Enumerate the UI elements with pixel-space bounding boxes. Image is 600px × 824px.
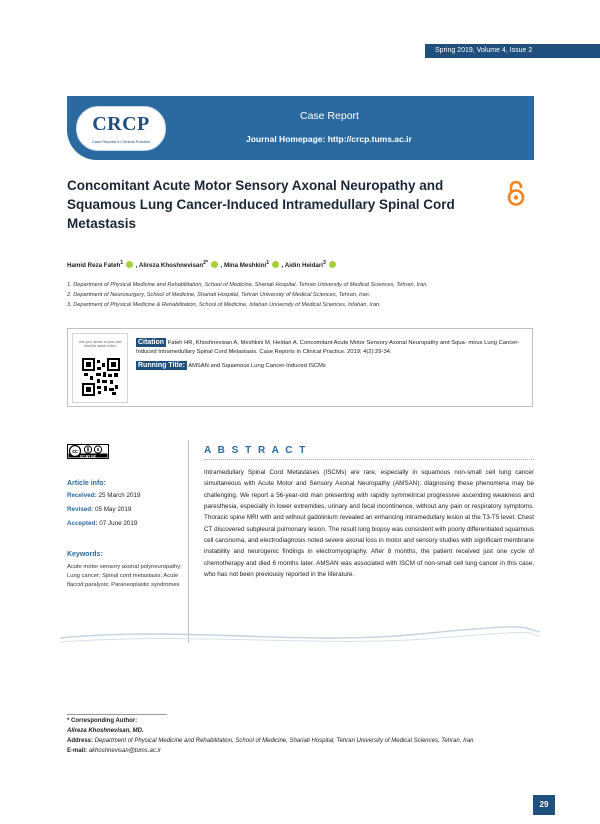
address-text: Department of Physical Medicine and Rehabilitation, School of Medicine, Shariati Hospital, Tehran University of Medical Sciences, Tehran, Iran. [94, 738, 476, 744]
author-affiliation-sup: 2* [203, 260, 209, 266]
svg-text:cc: cc [72, 448, 78, 455]
author-name: , Aidin Heidari [281, 262, 323, 270]
running-title [136, 361, 524, 371]
author-list [67, 260, 337, 269]
orcid-icon[interactable] [211, 261, 218, 268]
keywords-heading: Keywords: [67, 551, 103, 558]
page-number: 29 [533, 795, 555, 815]
affiliation-2: 2. Department of Neurosurgery, School of Medicine, Shariati Hospital, Tehran University of Medical Sciences, Tehran, Iran. [67, 292, 371, 298]
journal-homepage-link[interactable]: Journal Homepage: http://crcp.tums.ac.ir [246, 134, 412, 144]
column-divider [188, 440, 189, 643]
qr-code-icon[interactable] [82, 358, 120, 396]
svg-text:$: $ [96, 447, 100, 452]
email-link[interactable]: akhoshnevisan@tums.ac.ir [88, 748, 161, 754]
logo-subtitle: Case Reports in Clinical Practice [91, 139, 151, 144]
affiliation-1: 1. Department of Physical Medicine and Rehabilitation, School of Medicine, Shariati Hospital, Tehran University of Medical Sciences, Tehran, Iran. [67, 282, 428, 288]
corresponding-address [67, 738, 475, 744]
accepted-label: Accepted: [67, 520, 98, 527]
abstract-body: Intramedullary Spinal Cord Metastases (ISCMs) are rare, especially in squamous non-small cell lung cancer simultaneous with Acute Motor and Sensory Axonal Neuropathy (AMSAN); diagnosing these phenomena may be challenging. We report a 56-year-old man presenting with rapidly symmetrical progressive ascending weakness and paresthesia, especially in lower extremities, urinary and fecal incontinence, without any pain or respiratory symptoms. Thoracic spine MRI with and without gadolinium revealed an enhancing intramedullary lesion at the T3-T5 level. Chest CT discovered subpleural pulmonary lesion. The result lung biopsy was consistent with poorly differentiated squamous cell carcinoma, and electrodiagnosis noted severe axonal loss in motor and sensory studies with significant membrane instability and neurogenic findings in electromyography. After 8 months, the patient received just one cycle of chemotherapy and died 6 months later. AMSAN was associated with ISCM of non-small cell lung cancer in this case, who has not been previously reported in the literature. [204, 469, 534, 579]
address-label: Address: [67, 738, 94, 744]
accepted-value: 07 June 2019 [99, 520, 138, 527]
author-affiliation-sup: 3 [322, 260, 326, 266]
corresponding-heading [67, 718, 137, 724]
revised-label: Revised: [67, 506, 94, 513]
citation-text [136, 338, 524, 357]
citation-label: Citation [138, 339, 165, 346]
revised-date [67, 506, 131, 513]
accepted-date [67, 520, 137, 527]
article-title: Concomitant Acute Motor Sensory Axonal Neuropathy and Squamous Lung Cancer-Induced Intramedullary Spinal Cord Metastasis [67, 178, 455, 231]
qr-panel [72, 333, 128, 403]
author-name: , Alireza Khoshnevisan [135, 262, 204, 270]
corresponding-name-text: Alireza Khoshnevisan, MD. [67, 728, 144, 734]
received-label: Received: [67, 492, 97, 499]
abstract-rule [204, 459, 534, 460]
license-badge-text: CC BY NC [79, 454, 97, 459]
citation-box [67, 328, 533, 407]
running-title-label: Running Title: [138, 362, 185, 369]
footnote-rule [67, 714, 167, 715]
email-label: E-mail: [67, 748, 88, 754]
citation-body: Fateh HR, Khoshnevisan A, Meshkini M, Heidari A. Concomitant Acute Motor Sensory Axonal Neuropathy and Squa- mous Lung Cancer-Induced Intramedullary Spinal Cord Metastasis. Case Reports in Clinical Practice. 2019; 4(2):29-34. [136, 340, 520, 355]
received-value: 25 March 2019 [98, 492, 141, 499]
corresponding-email [67, 748, 161, 754]
author-name: , Mina Meshkini [220, 262, 267, 270]
affiliation-3: 3. Department of Physical Medicine & Rehabilitation, School of Medicine, Isfahan University of Medical Sciences, Isfahan, Iran. [67, 302, 381, 308]
running-title-text: AMSAN and Squamous Lung Cancer-Induced ISCMs [188, 363, 326, 369]
revised-value: 05 May 2019 [95, 506, 132, 513]
creative-commons-license-icon[interactable] [67, 444, 109, 459]
orcid-icon[interactable] [329, 261, 336, 268]
author-affiliation-sup: 1 [120, 260, 124, 266]
issue-banner: Spring 2019, Volume 4, Issue 2 [425, 44, 600, 58]
article-type: Case Report [300, 110, 359, 122]
keywords-list: Acute motor sensory axonal polyneuropathy; Lung cancer; Spinal cord metastasis; Acute flaccid paralysis; Paraneoplastic syndromes [67, 564, 182, 588]
corresponding-name [67, 728, 144, 734]
received-date [67, 492, 141, 499]
corresponding-heading-text: * Corresponding Author: [67, 718, 138, 724]
qr-caption: Use your device to scan and read the article online [78, 340, 122, 348]
article-info-heading: Article info: [67, 480, 106, 487]
logo-text: CRCP [92, 113, 150, 135]
author-name: Hamid Reza Fateh [67, 262, 121, 270]
open-access-icon [507, 180, 525, 206]
journal-logo [76, 106, 166, 151]
orcid-icon[interactable] [126, 261, 133, 268]
abstract-heading: A B S T R A C T [204, 445, 308, 456]
orcid-icon[interactable] [272, 261, 279, 268]
decorative-wave [60, 624, 540, 646]
author-affiliation-sup: 1 [266, 260, 270, 266]
